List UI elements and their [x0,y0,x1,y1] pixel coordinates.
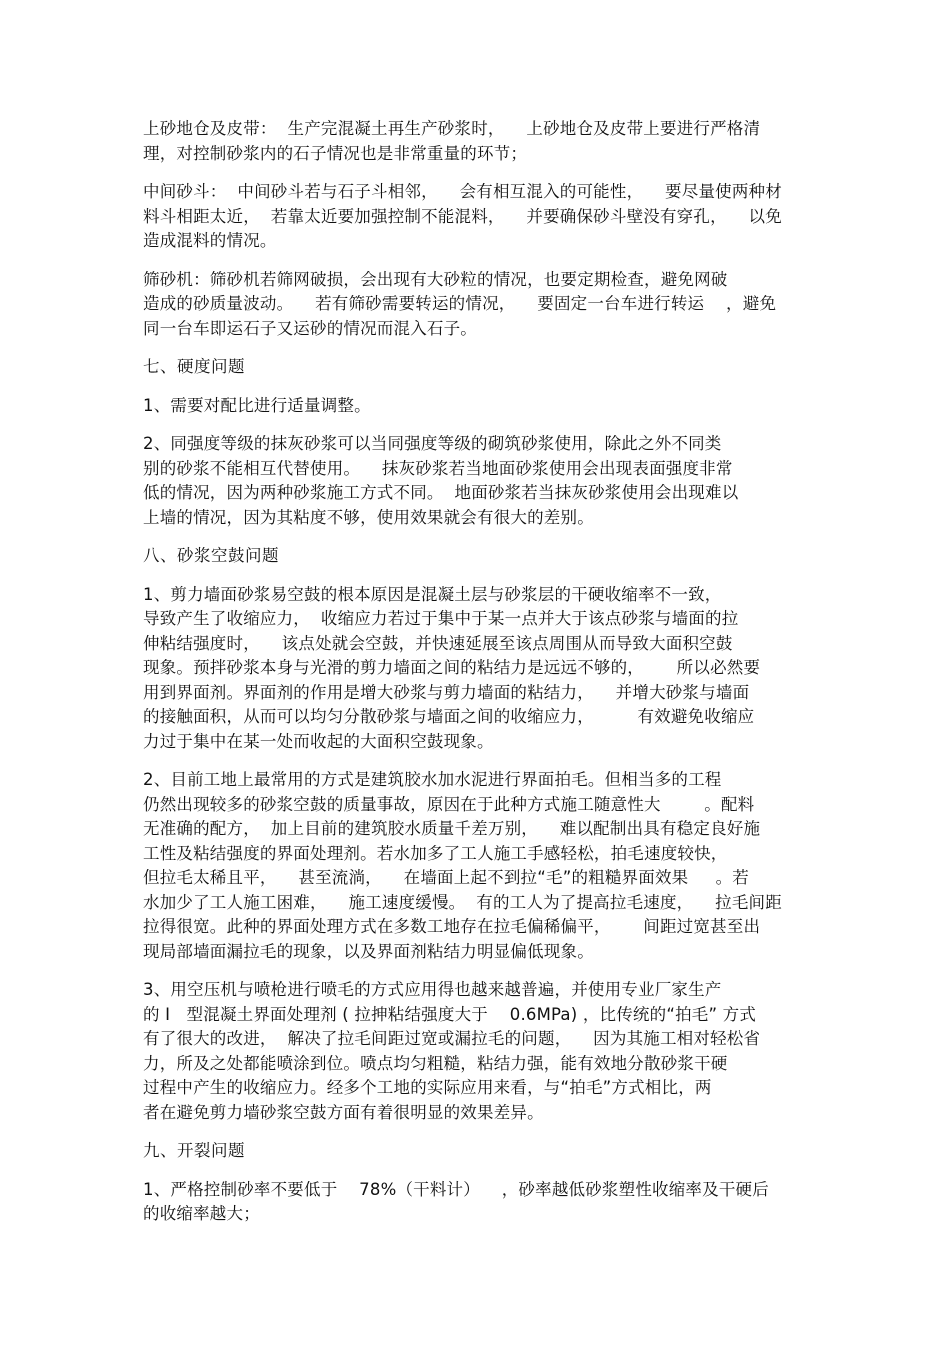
text-line: 上砂地仓及皮带： 生产完混凝土再生产砂浆时， 上砂地仓及皮带上要进行严格清 [143,119,761,138]
text-line: 料斗相距太近， 若靠太近要加强控制不能混料， 并要确保砂斗壁没有穿孔， 以免 [143,206,782,226]
text-line: 理，对控制砂浆内的石子情况也是非常重量的环节； [143,143,528,163]
text-line: 筛砂机：筛砂机若筛网破损，会出现有大砂粒的情况，也要定期检查，避免网破 [143,269,728,289]
text-line: 无准确的配方， 加上目前的建筑胶水质量千差万别， 难以配制出具有稳定良好施 [143,819,761,838]
paragraph [143,1178,808,1227]
text-line: 导致产生了收缩应力， 收缩应力若过于集中于某一点并大于该点砂浆与墙面的拉 [143,609,739,628]
text-line: 有了很大的改进， 解决了拉毛间距过宽或漏拉毛的问题， 因为其施工相对轻松省 [143,1029,761,1048]
text-line: 造成的砂质量波动。 若有筛砂需要转运的情况， 要固定一台车进行转运 ，避免 [143,294,777,313]
text-line: 力过于集中在某一处而收起的大面积空鼓现象。 [143,731,494,751]
paragraph [143,768,808,964]
text-line: 但拉毛太稀且平， 甚至流淌， 在墙面上起不到拉“毛”的粗糙界面效果 。若 [143,868,749,887]
section-heading [143,1139,808,1164]
paragraph [143,117,808,166]
text-line: 1、需要对配比进行适量调整。 [143,395,371,415]
text-line: 拉得很宽。此种的界面处理方式在多数工地存在拉毛偏稀偏平， 间距过宽甚至出 [143,917,761,936]
text-line: 1、严格控制砂率不要低于 78%（干料计） ，砂率越低砂浆塑性收缩率及干硬后 [143,1179,769,1199]
text-line: 现局部墙面漏拉毛的现象，以及界面剂粘结力明显偏低现象。 [143,941,594,961]
paragraph [143,432,808,530]
text-line: 过程中产生的收缩应力。经多个工地的实际应用来看，与“拍毛”方式相比，两 [143,1078,712,1097]
text-line: 仍然出现较多的砂浆空鼓的质量事故，原因在于此种方式施工随意性大 。配料 [143,794,755,814]
paragraph [143,394,808,419]
paragraph [143,978,808,1125]
text-line: 八、砂浆空鼓问题 [143,546,279,565]
text-line: 1、剪力墙面砂浆易空鼓的根本原因是混凝土层与砂浆层的干硬收缩率不一致， [143,584,722,604]
document-body [143,117,808,1241]
text-line: 伸粘结强度时， 该点处就会空鼓，并快速延展至该点周围从而导致大面积空鼓 [143,633,733,653]
text-line: 的收缩率越大； [143,1204,260,1223]
text-line: 2、同强度等级的抹灰砂浆可以当同强度等级的砌筑砂浆使用，除此之外不同类 [143,434,722,453]
text-line: 低的情况，因为两种砂浆施工方式不同。 地面砂浆若当抹灰砂浆使用会出现难以 [143,483,739,502]
paragraph [143,583,808,755]
text-line: 同一台车即运石子又运砂的情况而混入石子。 [143,318,477,338]
text-line: 用到界面剂。界面剂的作用是增大砂浆与剪力墙面的粘结力， 并增大砂浆与墙面 [143,682,750,702]
text-line: 别的砂浆不能相互代替使用。 抹灰砂浆若当地面砂浆使用会出现表面强度非常 [143,458,733,478]
paragraph [143,180,808,254]
text-line: 2、目前工地上最常用的方式是建筑胶水加水泥进行界面拍毛。但相当多的工程 [143,770,722,789]
text-line: 中间砂斗： 中间砂斗若与石子斗相邻， 会有相互混入的可能性， 要尽量使两种材 [143,182,782,201]
text-line: 上墙的情况，因为其粘度不够，使用效果就会有很大的差别。 [143,507,594,527]
text-line: 力，所及之处都能喷涂到位。喷点均匀粗糙，粘结力强，能有效地分散砂浆干硬 [143,1053,728,1073]
section-heading [143,544,808,569]
text-line: 的接触面积，从而可以均匀分散砂浆与墙面之间的收缩应力， 有效避免收缩应 [143,707,755,726]
text-line: 水加少了工人施工困难， 施工速度缓慢。 有的工人为了提高拉毛速度， 拉毛间距 [143,892,782,912]
text-line: 3、用空压机与喷枪进行喷毛的方式应用得也越来越普遍，并使用专业厂家生产 [143,980,722,999]
text-line: 者在避免剪力墙砂浆空鼓方面有着很明显的效果差异。 [143,1102,544,1122]
text-line: 工性及粘结强度的界面处理剂。若水加多了工人施工手感轻松，拍毛速度较快， [143,843,728,863]
section-heading [143,355,808,380]
text-line: 造成混料的情况。 [143,231,277,250]
text-line: 现象。预拌砂浆本身与光滑的剪力墙面之间的粘结力是远远不够的， 所以必然要 [143,658,761,677]
text-line: 七、硬度问题 [143,357,245,376]
paragraph [143,268,808,342]
text-line: 九、开裂问题 [143,1141,245,1160]
text-line: 的 I 型混凝土界面处理剂 ( 拉抻粘结强度大于 0.6MPa) ，比传统的“拍毛” 方式 [143,1004,757,1024]
